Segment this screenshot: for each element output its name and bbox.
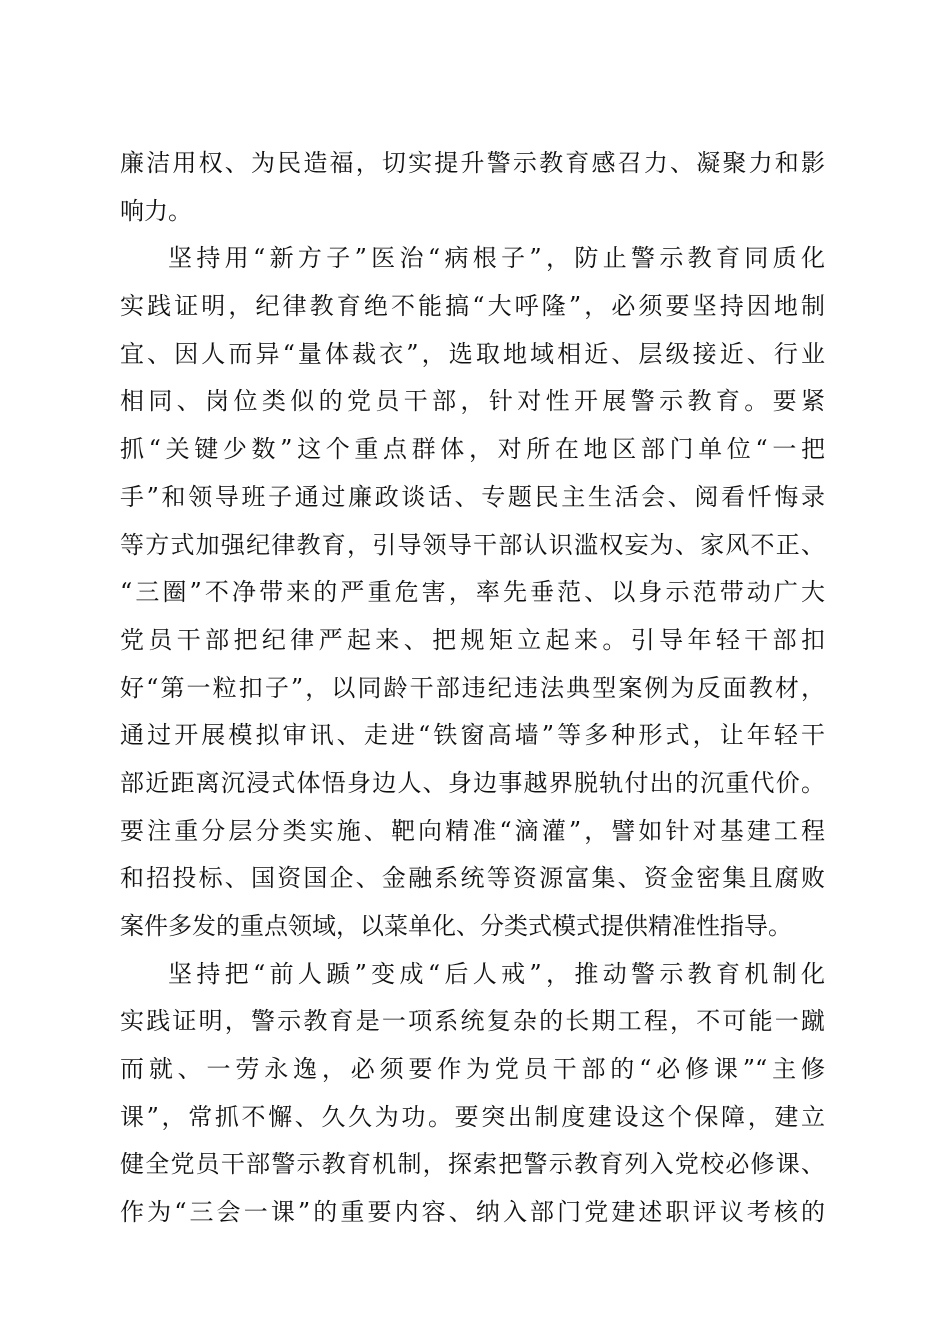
text-line: 相同、岗位类似的党员干部，针对性开展警示教育。要紧 bbox=[120, 387, 825, 416]
text-line: 手”和领导班子通过廉政谈话、专题民主生活会、阅看忏悔录 bbox=[120, 482, 825, 511]
text-line: 响力。 bbox=[120, 196, 192, 225]
text-line: 作为“三会一课”的重要内容、纳入部门党建述职评议考核的 bbox=[120, 1198, 825, 1227]
text-line: 要注重分层分类实施、靶向精准“滴灌”，譬如针对基建工程 bbox=[120, 816, 825, 845]
text-line: 党员干部把纪律严起来、把规矩立起来。引导年轻干部扣 bbox=[120, 625, 825, 654]
text-line: 等方式加强纪律教育，引导领导干部认识滥权妄为、家风不正、 bbox=[120, 530, 825, 559]
text-line: 健全党员干部警示教育机制，探索把警示教育列入党校必修课、 bbox=[120, 1150, 825, 1179]
document-body bbox=[120, 140, 825, 1237]
text-line: 通过开展模拟审讯、走进“铁窗高墙”等多种形式，让年轻干 bbox=[120, 721, 825, 750]
section-heading-line: 坚持把“前人踬”变成“后人戒”，推动警示教育机制化 bbox=[168, 959, 825, 988]
text-line: “三圈”不净带来的严重危害，率先垂范、以身示范带动广大 bbox=[120, 578, 825, 607]
text-line: 宜、因人而异“量体裁衣”，选取地域相近、层级接近、行业 bbox=[120, 339, 825, 368]
text-line: 廉洁用权、为民造福，切实提升警示教育感召力、凝聚力和影 bbox=[120, 149, 825, 177]
text-line: 实践证明，警示教育是一项系统复杂的长期工程，不可能一蹴 bbox=[120, 1007, 825, 1036]
section-heading-line: 坚持用“新方子”医治“病根子”，防止警示教育同质化 bbox=[168, 244, 825, 273]
text-line: 和招投标、国资国企、金融系统等资源富集、资金密集且腐败 bbox=[120, 864, 825, 893]
text-line: 好“第一粒扣子”，以同龄干部违纪违法典型案例为反面教材， bbox=[120, 673, 825, 702]
text-line: 实践证明，纪律教育绝不能搞“大呼隆”，必须要坚持因地制 bbox=[120, 292, 825, 321]
text-line: 课”，常抓不懈、久久为功。要突出制度建设这个保障，建立 bbox=[120, 1102, 825, 1131]
text-line: 而就、一劳永逸，必须要作为党员干部的“必修课”“主修 bbox=[120, 1055, 825, 1084]
text-line: 部近距离沉浸式体悟身边人、身边事越界脱轨付出的沉重代价。 bbox=[120, 768, 825, 797]
text-line: 抓“关键少数”这个重点群体，对所在地区部门单位“一把 bbox=[120, 435, 825, 464]
text-line: 案件多发的重点领域，以菜单化、分类式模式提供精准性指导。 bbox=[120, 912, 792, 940]
